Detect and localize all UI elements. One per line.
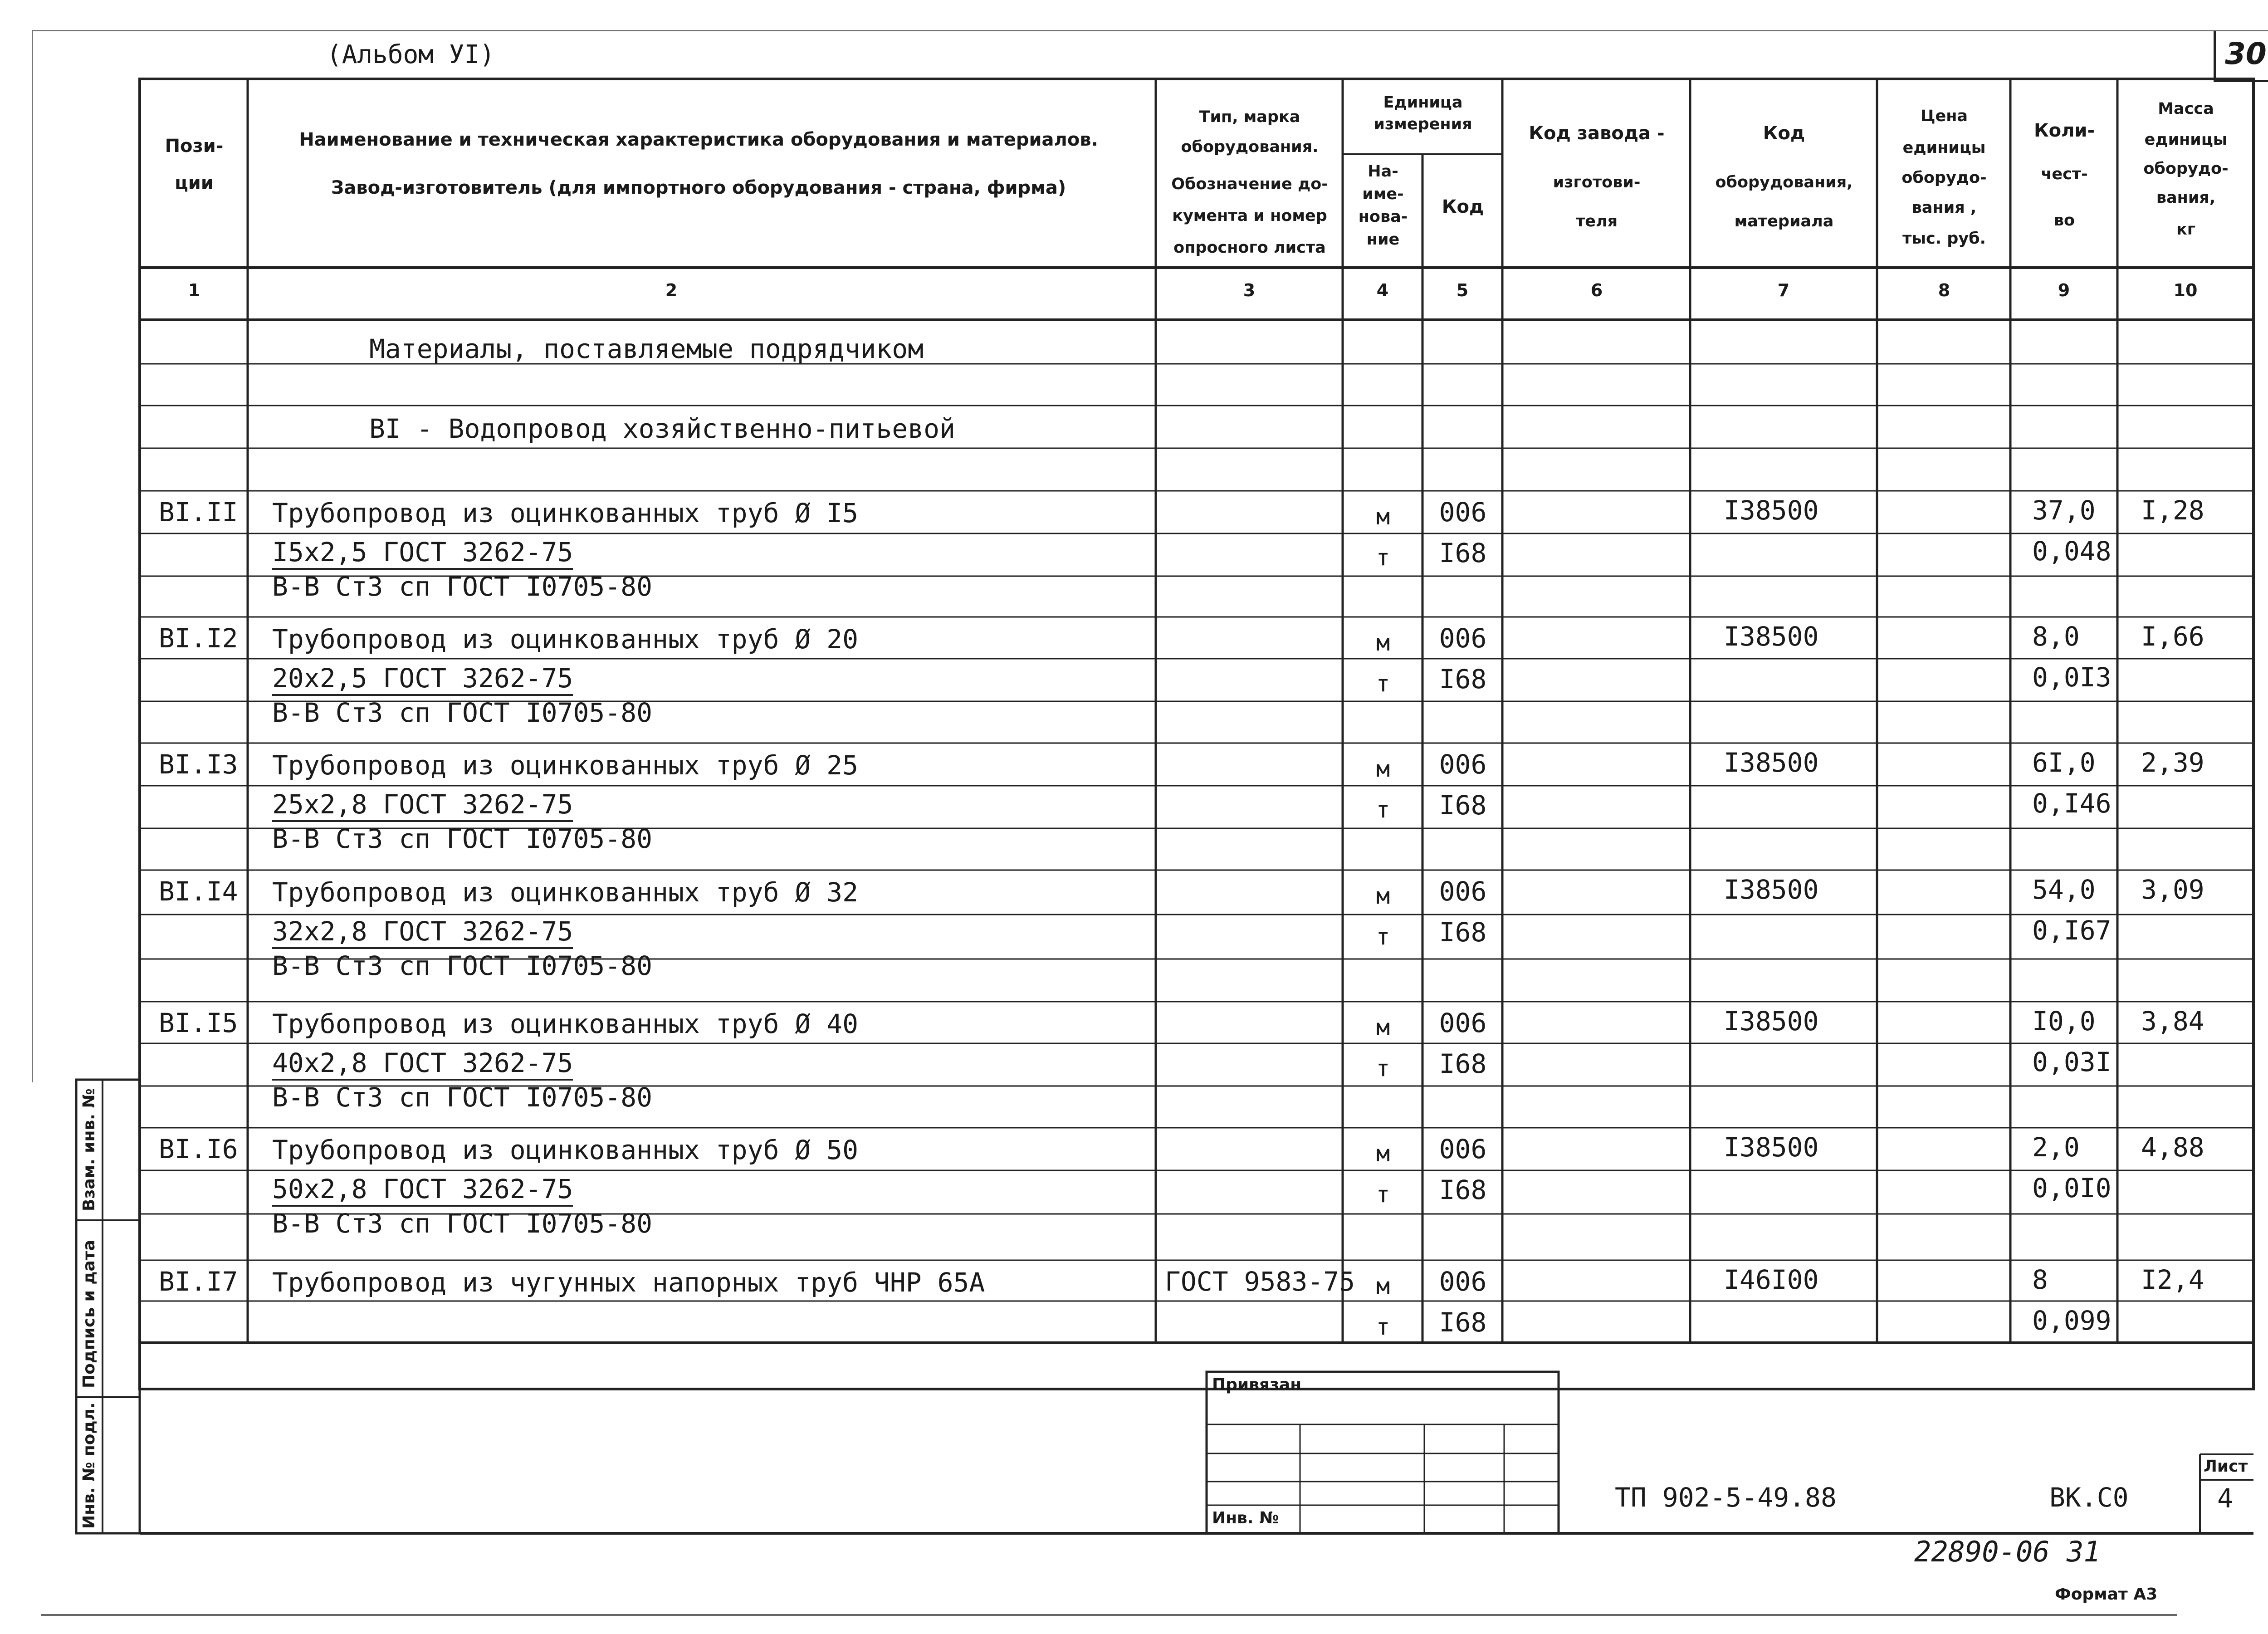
section-heading-water-supply: BI - Водопровод хозяйственно-питьевой bbox=[369, 413, 956, 444]
item-unit-code-2: I68 bbox=[1439, 1174, 1487, 1205]
item-unit-code-1: 006 bbox=[1439, 749, 1487, 780]
header-col4-line3: нова- bbox=[1358, 208, 1408, 226]
header-col3-line1: Тип, марка bbox=[1199, 108, 1300, 126]
item-unit-code-2: I68 bbox=[1439, 790, 1487, 821]
item-unit-1: м bbox=[1376, 883, 1390, 909]
item-spec: 25x2,8 ГОСТ 3262-75 bbox=[272, 789, 573, 822]
item-unit-1: м bbox=[1376, 504, 1390, 530]
item-mass: 4,88 bbox=[2141, 1132, 2204, 1163]
item-position: BI.II bbox=[159, 497, 238, 528]
stamp-podpis-data: Подпись и дата bbox=[80, 1240, 98, 1388]
item-unit-code-1: 006 bbox=[1439, 1008, 1487, 1038]
header-col2-line1: Наименование и техническая характеристика оборудования и материалов. bbox=[299, 129, 1098, 150]
item-quantity-2: 0,0I0 bbox=[2032, 1173, 2112, 1203]
header-col1-line1: Пози- bbox=[165, 136, 224, 157]
document-code: ТП 902-5-49.88 bbox=[1615, 1482, 1837, 1513]
header-col8-line3: оборудо- bbox=[1901, 169, 1987, 187]
item-unit-1: м bbox=[1376, 1014, 1390, 1041]
section-heading-materials: Материалы, поставляемые подрядчиком bbox=[369, 333, 924, 364]
item-unit-1: м bbox=[1376, 630, 1390, 656]
item-material-code: I38500 bbox=[1724, 495, 1819, 526]
header-col1-line2: ции bbox=[175, 173, 214, 194]
item-steel: В-В Ст3 сп ГОСТ I0705-80 bbox=[272, 1208, 653, 1239]
col-number-1: 1 bbox=[188, 280, 200, 300]
header-col4-line1: На- bbox=[1368, 162, 1398, 181]
item-name: Трубопровод из оцинкованных труб Ø 40 bbox=[272, 1008, 859, 1039]
item-unit-code-1: 006 bbox=[1439, 497, 1487, 528]
header-col9-line1: Коли- bbox=[2033, 120, 2095, 141]
header-col10-line5: кг bbox=[2176, 220, 2196, 239]
item-unit-2: т bbox=[1376, 670, 1390, 697]
document-mark: ВК.С0 bbox=[2049, 1482, 2129, 1513]
header-col7-line3: материала bbox=[1734, 212, 1834, 230]
item-spec: 50x2,8 ГОСТ 3262-75 bbox=[272, 1174, 573, 1207]
header-col3-line4: кумента и номер bbox=[1172, 207, 1327, 225]
item-unit-code-1: 006 bbox=[1439, 623, 1487, 654]
item-unit-code-2: I68 bbox=[1439, 664, 1487, 695]
item-material-code: I38500 bbox=[1724, 1006, 1819, 1037]
item-name: Трубопровод из оцинкованных труб Ø I5 bbox=[272, 498, 859, 528]
header-col8-line2: единицы bbox=[1902, 139, 1986, 157]
item-unit-1: м bbox=[1376, 756, 1390, 782]
col-number-6: 6 bbox=[1590, 280, 1603, 300]
item-unit-2: т bbox=[1376, 1314, 1390, 1340]
item-quantity-2: 0,03I bbox=[2032, 1047, 2112, 1077]
album-label: (Альбом УI) bbox=[327, 40, 495, 69]
list-label: Лист bbox=[2204, 1457, 2248, 1476]
col-number-7: 7 bbox=[1777, 280, 1790, 300]
item-unit-1: м bbox=[1376, 1273, 1390, 1299]
item-name: Трубопровод из оцинкованных труб Ø 32 bbox=[272, 877, 859, 908]
header-col10-line1: Масса bbox=[2158, 100, 2214, 118]
item-unit-2: т bbox=[1376, 797, 1390, 823]
item-mass: 3,09 bbox=[2141, 874, 2204, 905]
col-number-2: 2 bbox=[665, 280, 678, 300]
stamp-vzam-inv: Взам. инв. № bbox=[80, 1088, 98, 1211]
handwritten-number: 22890-06 31 bbox=[1914, 1535, 2101, 1568]
item-material-code: I38500 bbox=[1724, 1132, 1819, 1163]
header-col9-line3: во bbox=[2053, 211, 2075, 230]
item-mass: 3,84 bbox=[2141, 1006, 2204, 1037]
item-position: BI.I3 bbox=[159, 749, 238, 780]
item-unit-code-1: 006 bbox=[1439, 876, 1487, 907]
item-quantity-1: 6I,0 bbox=[2032, 747, 2096, 778]
item-position: BI.I5 bbox=[159, 1008, 238, 1038]
item-mass: I,66 bbox=[2141, 621, 2204, 652]
header-col10-line2: единицы bbox=[2144, 131, 2228, 149]
item-unit-code-1: 006 bbox=[1439, 1266, 1487, 1297]
item-quantity-2: 0,I46 bbox=[2032, 788, 2112, 819]
header-col6-line2: изготови- bbox=[1553, 173, 1641, 191]
stamp-inv-podl: Инв. № подл. bbox=[80, 1402, 98, 1529]
header-col3-line3: Обозначение до- bbox=[1171, 175, 1328, 193]
item-quantity-2: 0,099 bbox=[2032, 1305, 2112, 1336]
col-number-4: 4 bbox=[1376, 280, 1389, 300]
item-spec: I5x2,5 ГОСТ 3262-75 bbox=[272, 537, 573, 570]
item-spec: 40x2,8 ГОСТ 3262-75 bbox=[272, 1048, 573, 1081]
header-col10-line3: оборудо- bbox=[2143, 160, 2229, 178]
header-col6-line3: теля bbox=[1575, 212, 1618, 230]
item-quantity-1: 37,0 bbox=[2032, 495, 2096, 526]
header-unit-group-line1: Единица bbox=[1383, 93, 1463, 112]
format-label: Формат А3 bbox=[2055, 1585, 2158, 1604]
privyazan-label: Привязан bbox=[1212, 1375, 1302, 1394]
header-col2-line2: Завод-изготовитель (для импортного оборудования - страна, фирма) bbox=[331, 177, 1066, 198]
header-col4-line4: ние bbox=[1366, 230, 1400, 249]
item-unit-2: т bbox=[1376, 1181, 1390, 1208]
item-steel: В-В Ст3 сп ГОСТ I0705-80 bbox=[272, 1082, 653, 1113]
inv-no-label: Инв. № bbox=[1212, 1509, 1279, 1527]
item-quantity-1: 8 bbox=[2032, 1264, 2048, 1295]
list-number: 4 bbox=[2217, 1483, 2233, 1514]
item-name: Трубопровод из чугунных напорных труб ЧНР 65А bbox=[272, 1267, 985, 1298]
item-steel: В-В Ст3 сп ГОСТ I0705-80 bbox=[272, 950, 653, 981]
item-name: Трубопровод из оцинкованных труб Ø 50 bbox=[272, 1135, 859, 1165]
item-quantity-2: 0,0I3 bbox=[2032, 662, 2112, 693]
item-unit-code-2: I68 bbox=[1439, 1307, 1487, 1338]
header-col8-line1: Цена bbox=[1920, 107, 1968, 125]
header-col9-line2: чест- bbox=[2041, 165, 2088, 183]
item-name: Трубопровод из оцинкованных труб Ø 20 bbox=[272, 624, 859, 655]
col-number-9: 9 bbox=[2058, 280, 2070, 300]
item-material-code: I38500 bbox=[1724, 874, 1819, 905]
item-unit-2: т bbox=[1376, 924, 1390, 950]
item-name: Трубопровод из оцинкованных труб Ø 25 bbox=[272, 750, 859, 781]
item-spec: 32x2,8 ГОСТ 3262-75 bbox=[272, 916, 573, 949]
item-material-code: I46I00 bbox=[1724, 1264, 1819, 1295]
header-col10-line4: вания, bbox=[2156, 189, 2216, 207]
item-position: BI.I6 bbox=[159, 1134, 238, 1164]
item-unit-2: т bbox=[1376, 544, 1390, 571]
item-steel: В-В Ст3 сп ГОСТ I0705-80 bbox=[272, 823, 653, 854]
header-col3-line5: опросного листа bbox=[1173, 239, 1326, 257]
header-col7-line1: Код bbox=[1763, 123, 1805, 144]
item-quantity-2: 0,048 bbox=[2032, 536, 2112, 567]
item-steel: В-В Ст3 сп ГОСТ I0705-80 bbox=[272, 571, 653, 602]
item-material-code: I38500 bbox=[1724, 747, 1819, 778]
sheet-number: 30 bbox=[2225, 36, 2267, 71]
item-quantity-1: I0,0 bbox=[2032, 1006, 2096, 1037]
item-unit-code-2: I68 bbox=[1439, 917, 1487, 948]
item-position: BI.I7 bbox=[159, 1266, 238, 1297]
col-number-8: 8 bbox=[1938, 280, 1950, 300]
item-spec: 20x2,5 ГОСТ 3262-75 bbox=[272, 663, 573, 696]
item-unit-2: т bbox=[1376, 1055, 1390, 1081]
item-steel: В-В Ст3 сп ГОСТ I0705-80 bbox=[272, 697, 653, 728]
item-mass: 2,39 bbox=[2141, 747, 2204, 778]
item-unit-code-2: I68 bbox=[1439, 1048, 1487, 1079]
header-col4-line2: име- bbox=[1362, 185, 1404, 203]
item-mass: I,28 bbox=[2141, 495, 2204, 526]
item-quantity-1: 54,0 bbox=[2032, 874, 2096, 905]
item-quantity-1: 2,0 bbox=[2032, 1132, 2080, 1163]
item-unit-code-1: 006 bbox=[1439, 1134, 1487, 1164]
item-material-code: I38500 bbox=[1724, 621, 1819, 652]
item-position: BI.I2 bbox=[159, 623, 238, 654]
header-col3-line2: оборудования. bbox=[1181, 138, 1319, 156]
header-col8-line5: тыс. руб. bbox=[1902, 230, 1986, 248]
col-number-10: 10 bbox=[2173, 280, 2198, 300]
item-position: BI.I4 bbox=[159, 876, 238, 907]
header-col8-line4: вания , bbox=[1911, 199, 1977, 217]
item-quantity-1: 8,0 bbox=[2032, 621, 2080, 652]
item-unit-code-2: I68 bbox=[1439, 538, 1487, 568]
header-unit-group-line2: измерения bbox=[1374, 115, 1472, 133]
header-col7-line2: оборудования, bbox=[1715, 173, 1853, 191]
header-col6-line1: Код завода - bbox=[1529, 123, 1665, 144]
col-number-3: 3 bbox=[1243, 280, 1256, 300]
item-type-doc: ГОСТ 9583-75 bbox=[1165, 1266, 1355, 1297]
header-col5: Код bbox=[1442, 196, 1484, 217]
col-number-5: 5 bbox=[1456, 280, 1469, 300]
item-quantity-2: 0,I67 bbox=[2032, 915, 2112, 946]
item-unit-1: м bbox=[1376, 1140, 1390, 1167]
item-mass: I2,4 bbox=[2141, 1264, 2204, 1295]
